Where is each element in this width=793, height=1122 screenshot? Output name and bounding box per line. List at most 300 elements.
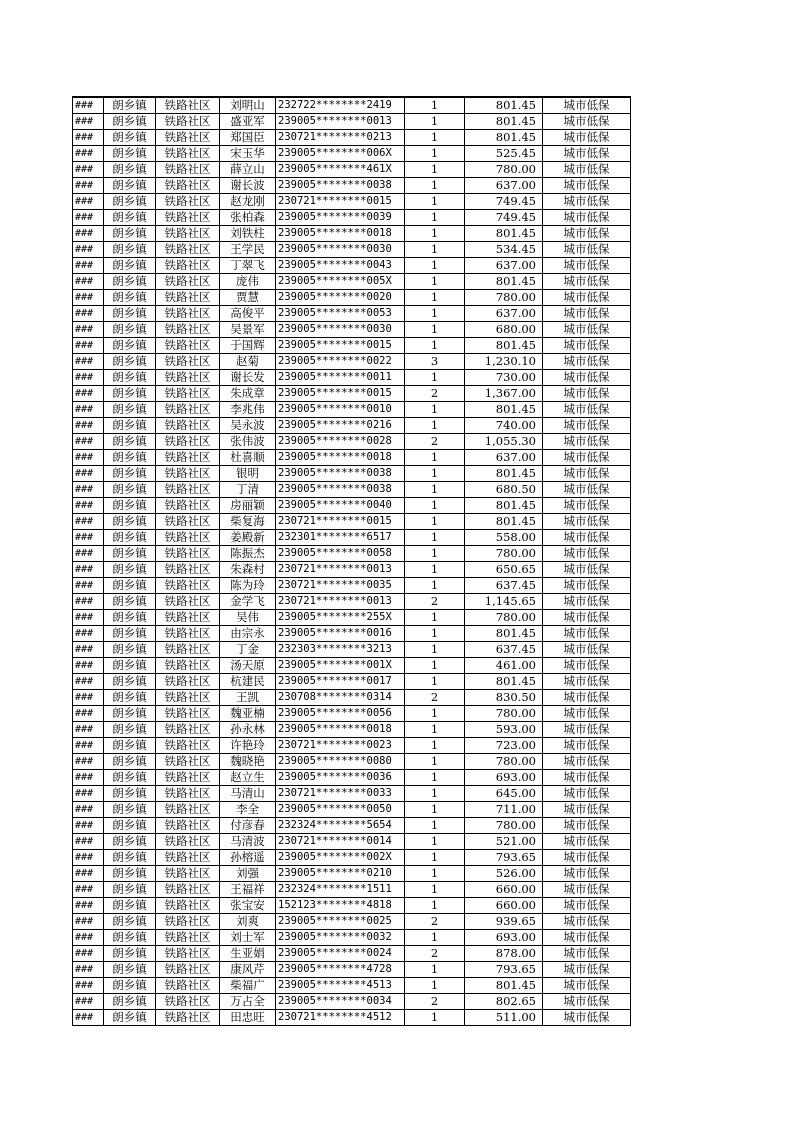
- cell-name: 刘铁柱: [220, 226, 276, 242]
- cell-code: ###: [73, 514, 104, 530]
- cell-community: 铁路社区: [156, 242, 220, 258]
- cell-community: 铁路社区: [156, 978, 220, 994]
- cell-code: ###: [73, 690, 104, 706]
- cell-category: 城市低保: [543, 626, 631, 642]
- cell-name: 王福祥: [220, 882, 276, 898]
- cell-category: 城市低保: [543, 146, 631, 162]
- cell-code: ###: [73, 930, 104, 946]
- cell-household-size: 1: [405, 770, 465, 786]
- cell-name: 魏晓艳: [220, 754, 276, 770]
- cell-name: 杜喜顺: [220, 450, 276, 466]
- cell-category: 城市低保: [543, 866, 631, 882]
- cell-code: ###: [73, 162, 104, 178]
- cell-town: 朗乡镇: [104, 658, 156, 674]
- cell-community: 铁路社区: [156, 802, 220, 818]
- cell-code: ###: [73, 322, 104, 338]
- cell-name: 付彦春: [220, 818, 276, 834]
- cell-category: 城市低保: [543, 594, 631, 610]
- cell-town: 朗乡镇: [104, 162, 156, 178]
- cell-name: 许艳玲: [220, 738, 276, 754]
- cell-town: 朗乡镇: [104, 418, 156, 434]
- cell-household-size: 1: [405, 258, 465, 274]
- cell-town: 朗乡镇: [104, 450, 156, 466]
- cell-name: 姜殿新: [220, 530, 276, 546]
- cell-category: 城市低保: [543, 722, 631, 738]
- cell-code: ###: [73, 978, 104, 994]
- cell-category: 城市低保: [543, 434, 631, 450]
- table-row: [73, 866, 631, 882]
- cell-id-number: 239005********0030: [276, 242, 405, 258]
- cell-name: 孙永林: [220, 722, 276, 738]
- cell-category: 城市低保: [543, 994, 631, 1010]
- cell-name: 马清波: [220, 834, 276, 850]
- cell-category: 城市低保: [543, 978, 631, 994]
- cell-code: ###: [73, 258, 104, 274]
- cell-household-size: 1: [405, 146, 465, 162]
- table-row: [73, 546, 631, 562]
- table-row: [73, 194, 631, 210]
- cell-category: 城市低保: [543, 546, 631, 562]
- cell-code: ###: [73, 210, 104, 226]
- cell-community: 铁路社区: [156, 674, 220, 690]
- cell-amount: 939.65: [465, 914, 543, 930]
- table-row: [73, 946, 631, 962]
- cell-category: 城市低保: [543, 898, 631, 914]
- table-row: [73, 162, 631, 178]
- cell-community: 铁路社区: [156, 626, 220, 642]
- table-row: [73, 258, 631, 274]
- cell-amount: 558.00: [465, 530, 543, 546]
- cell-community: 铁路社区: [156, 770, 220, 786]
- cell-amount: 740.00: [465, 418, 543, 434]
- cell-community: 铁路社区: [156, 866, 220, 882]
- cell-community: 铁路社区: [156, 610, 220, 626]
- cell-town: 朗乡镇: [104, 690, 156, 706]
- cell-household-size: 1: [405, 482, 465, 498]
- cell-id-number: 239005********0010: [276, 402, 405, 418]
- cell-household-size: 1: [405, 626, 465, 642]
- cell-amount: 526.00: [465, 866, 543, 882]
- cell-town: 朗乡镇: [104, 178, 156, 194]
- cell-amount: 693.00: [465, 770, 543, 786]
- table-row: [73, 690, 631, 706]
- cell-household-size: 1: [405, 786, 465, 802]
- cell-code: ###: [73, 450, 104, 466]
- cell-household-size: 2: [405, 594, 465, 610]
- cell-town: 朗乡镇: [104, 626, 156, 642]
- cell-name: 柴福广: [220, 978, 276, 994]
- cell-id-number: 239005********0020: [276, 290, 405, 306]
- cell-id-number: 239005********0036: [276, 770, 405, 786]
- table-row: [73, 626, 631, 642]
- cell-name: 刘爽: [220, 914, 276, 930]
- cell-community: 铁路社区: [156, 562, 220, 578]
- cell-household-size: 1: [405, 834, 465, 850]
- cell-id-number: 232722********2419: [276, 97, 405, 114]
- cell-code: ###: [73, 994, 104, 1010]
- cell-amount: 801.45: [465, 274, 543, 290]
- cell-community: 铁路社区: [156, 338, 220, 354]
- cell-category: 城市低保: [543, 386, 631, 402]
- cell-id-number: 239005********0030: [276, 322, 405, 338]
- cell-name: 盛亚军: [220, 114, 276, 130]
- table-row: [73, 322, 631, 338]
- cell-amount: 749.45: [465, 194, 543, 210]
- cell-amount: 711.00: [465, 802, 543, 818]
- cell-household-size: 1: [405, 562, 465, 578]
- cell-household-size: 1: [405, 242, 465, 258]
- cell-category: 城市低保: [543, 690, 631, 706]
- table-row: [73, 146, 631, 162]
- cell-community: 铁路社区: [156, 226, 220, 242]
- cell-household-size: 2: [405, 946, 465, 962]
- cell-amount: 637.00: [465, 258, 543, 274]
- cell-household-size: 1: [405, 178, 465, 194]
- table-row: [73, 834, 631, 850]
- cell-town: 朗乡镇: [104, 706, 156, 722]
- cell-id-number: 239005********0058: [276, 546, 405, 562]
- cell-household-size: 1: [405, 674, 465, 690]
- table-row: [73, 418, 631, 434]
- cell-amount: 680.50: [465, 482, 543, 498]
- cell-household-size: 1: [405, 466, 465, 482]
- cell-code: ###: [73, 482, 104, 498]
- cell-community: 铁路社区: [156, 498, 220, 514]
- cell-community: 铁路社区: [156, 274, 220, 290]
- cell-name: 由宗永: [220, 626, 276, 642]
- cell-id-number: 239005********0034: [276, 994, 405, 1010]
- cell-community: 铁路社区: [156, 994, 220, 1010]
- cell-code: ###: [73, 386, 104, 402]
- cell-community: 铁路社区: [156, 850, 220, 866]
- cell-town: 朗乡镇: [104, 226, 156, 242]
- cell-amount: 793.65: [465, 962, 543, 978]
- cell-town: 朗乡镇: [104, 930, 156, 946]
- cell-town: 朗乡镇: [104, 258, 156, 274]
- cell-code: ###: [73, 354, 104, 370]
- cell-community: 铁路社区: [156, 930, 220, 946]
- cell-name: 张柏森: [220, 210, 276, 226]
- cell-household-size: 1: [405, 498, 465, 514]
- cell-category: 城市低保: [543, 578, 631, 594]
- cell-town: 朗乡镇: [104, 850, 156, 866]
- cell-amount: 801.45: [465, 978, 543, 994]
- cell-code: ###: [73, 402, 104, 418]
- cell-community: 铁路社区: [156, 658, 220, 674]
- cell-household-size: 2: [405, 994, 465, 1010]
- cell-community: 铁路社区: [156, 322, 220, 338]
- cell-household-size: 1: [405, 882, 465, 898]
- cell-id-number: 239005********0038: [276, 482, 405, 498]
- cell-name: 赵龙刚: [220, 194, 276, 210]
- cell-community: 铁路社区: [156, 210, 220, 226]
- cell-name: 刘强: [220, 866, 276, 882]
- cell-id-number: 239005********0016: [276, 626, 405, 642]
- table-row: [73, 402, 631, 418]
- cell-household-size: 1: [405, 290, 465, 306]
- cell-household-size: 1: [405, 530, 465, 546]
- table-row: [73, 754, 631, 770]
- cell-community: 铁路社区: [156, 354, 220, 370]
- cell-amount: 801.45: [465, 514, 543, 530]
- cell-amount: 780.00: [465, 754, 543, 770]
- cell-category: 城市低保: [543, 162, 631, 178]
- cell-category: 城市低保: [543, 770, 631, 786]
- cell-code: ###: [73, 242, 104, 258]
- cell-town: 朗乡镇: [104, 562, 156, 578]
- table-row: [73, 658, 631, 674]
- cell-town: 朗乡镇: [104, 834, 156, 850]
- cell-id-number: 239005********0028: [276, 434, 405, 450]
- cell-name: 高俊平: [220, 306, 276, 322]
- cell-category: 城市低保: [543, 562, 631, 578]
- table-row: [73, 578, 631, 594]
- cell-name: 王学民: [220, 242, 276, 258]
- cell-community: 铁路社区: [156, 258, 220, 274]
- table-row: [73, 130, 631, 146]
- cell-code: ###: [73, 834, 104, 850]
- cell-code: ###: [73, 434, 104, 450]
- table-row: [73, 594, 631, 610]
- cell-category: 城市低保: [543, 242, 631, 258]
- cell-id-number: 230721********0015: [276, 194, 405, 210]
- table-row: [73, 97, 631, 114]
- table-row: [73, 114, 631, 130]
- table-row: [73, 898, 631, 914]
- cell-id-number: 239005********0043: [276, 258, 405, 274]
- table-row: [73, 338, 631, 354]
- cell-name: 张宝安: [220, 898, 276, 914]
- cell-category: 城市低保: [543, 514, 631, 530]
- table-row: [73, 674, 631, 690]
- cell-household-size: 1: [405, 802, 465, 818]
- cell-name: 康风芹: [220, 962, 276, 978]
- cell-name: 杭建民: [220, 674, 276, 690]
- cell-name: 朱成章: [220, 386, 276, 402]
- table-row: [73, 466, 631, 482]
- cell-amount: 461.00: [465, 658, 543, 674]
- cell-amount: 637.00: [465, 306, 543, 322]
- cell-category: 城市低保: [543, 114, 631, 130]
- cell-name: 于国辉: [220, 338, 276, 354]
- cell-town: 朗乡镇: [104, 338, 156, 354]
- cell-community: 铁路社区: [156, 818, 220, 834]
- cell-name: 李全: [220, 802, 276, 818]
- cell-category: 城市低保: [543, 930, 631, 946]
- cell-community: 铁路社区: [156, 114, 220, 130]
- cell-code: ###: [73, 226, 104, 242]
- cell-household-size: 1: [405, 850, 465, 866]
- cell-code: ###: [73, 418, 104, 434]
- cell-town: 朗乡镇: [104, 786, 156, 802]
- cell-id-number: 239005********0018: [276, 450, 405, 466]
- cell-household-size: 1: [405, 306, 465, 322]
- cell-amount: 801.45: [465, 130, 543, 146]
- table-row: [73, 850, 631, 866]
- cell-household-size: 1: [405, 962, 465, 978]
- cell-town: 朗乡镇: [104, 978, 156, 994]
- cell-community: 铁路社区: [156, 466, 220, 482]
- cell-id-number: 239005********0022: [276, 354, 405, 370]
- cell-id-number: 239005********0015: [276, 338, 405, 354]
- cell-code: ###: [73, 642, 104, 658]
- cell-household-size: 1: [405, 226, 465, 242]
- cell-household-size: 2: [405, 690, 465, 706]
- table-row: [73, 434, 631, 450]
- cell-town: 朗乡镇: [104, 818, 156, 834]
- cell-community: 铁路社区: [156, 642, 220, 658]
- cell-name: 丁清: [220, 482, 276, 498]
- cell-name: 李兆伟: [220, 402, 276, 418]
- cell-town: 朗乡镇: [104, 578, 156, 594]
- cell-code: ###: [73, 466, 104, 482]
- cell-category: 城市低保: [543, 706, 631, 722]
- cell-code: ###: [73, 850, 104, 866]
- cell-amount: 801.45: [465, 674, 543, 690]
- cell-amount: 801.45: [465, 626, 543, 642]
- cell-community: 铁路社区: [156, 402, 220, 418]
- cell-amount: 693.00: [465, 930, 543, 946]
- cell-town: 朗乡镇: [104, 482, 156, 498]
- cell-category: 城市低保: [543, 226, 631, 242]
- cell-town: 朗乡镇: [104, 994, 156, 1010]
- cell-name: 田忠旺: [220, 1010, 276, 1026]
- cell-name: 汤天原: [220, 658, 276, 674]
- cell-code: ###: [73, 866, 104, 882]
- cell-household-size: 1: [405, 754, 465, 770]
- cell-household-size: 1: [405, 818, 465, 834]
- cell-town: 朗乡镇: [104, 594, 156, 610]
- cell-category: 城市低保: [543, 610, 631, 626]
- cell-amount: 802.65: [465, 994, 543, 1010]
- table-row: [73, 514, 631, 530]
- table-row: [73, 914, 631, 930]
- cell-id-number: 239005********0018: [276, 226, 405, 242]
- cell-name: 吴伟: [220, 610, 276, 626]
- cell-household-size: 2: [405, 914, 465, 930]
- cell-code: ###: [73, 898, 104, 914]
- cell-id-number: 239005********0040: [276, 498, 405, 514]
- cell-id-number: 230708********0314: [276, 690, 405, 706]
- cell-amount: 878.00: [465, 946, 543, 962]
- cell-category: 城市低保: [543, 450, 631, 466]
- cell-name: 刘士军: [220, 930, 276, 946]
- cell-amount: 680.00: [465, 322, 543, 338]
- cell-amount: 780.00: [465, 610, 543, 626]
- cell-community: 铁路社区: [156, 130, 220, 146]
- table-row: [73, 370, 631, 386]
- cell-category: 城市低保: [543, 210, 631, 226]
- cell-town: 朗乡镇: [104, 194, 156, 210]
- cell-code: ###: [73, 546, 104, 562]
- cell-town: 朗乡镇: [104, 498, 156, 514]
- cell-code: ###: [73, 578, 104, 594]
- cell-household-size: 1: [405, 610, 465, 626]
- cell-name: 陈为玲: [220, 578, 276, 594]
- cell-town: 朗乡镇: [104, 274, 156, 290]
- cell-code: ###: [73, 498, 104, 514]
- cell-town: 朗乡镇: [104, 114, 156, 130]
- cell-category: 城市低保: [543, 834, 631, 850]
- cell-code: ###: [73, 338, 104, 354]
- cell-community: 铁路社区: [156, 306, 220, 322]
- cell-id-number: 239005********4728: [276, 962, 405, 978]
- cell-name: 庞伟: [220, 274, 276, 290]
- cell-name: 谢长发: [220, 370, 276, 386]
- cell-amount: 660.00: [465, 898, 543, 914]
- table-row: [73, 994, 631, 1010]
- cell-town: 朗乡镇: [104, 722, 156, 738]
- cell-category: 城市低保: [543, 178, 631, 194]
- cell-name: 贾慧: [220, 290, 276, 306]
- cell-community: 铁路社区: [156, 722, 220, 738]
- cell-community: 铁路社区: [156, 898, 220, 914]
- cell-town: 朗乡镇: [104, 946, 156, 962]
- cell-id-number: 239005********0038: [276, 466, 405, 482]
- cell-amount: 637.00: [465, 178, 543, 194]
- cell-name: 张伟波: [220, 434, 276, 450]
- table-row: [73, 530, 631, 546]
- cell-category: 城市低保: [543, 306, 631, 322]
- cell-id-number: 239005********001X: [276, 658, 405, 674]
- table-row: [73, 786, 631, 802]
- cell-town: 朗乡镇: [104, 466, 156, 482]
- cell-id-number: 230721********0033: [276, 786, 405, 802]
- cell-household-size: 1: [405, 97, 465, 114]
- cell-household-size: 1: [405, 162, 465, 178]
- table-row: [73, 306, 631, 322]
- cell-code: ###: [73, 178, 104, 194]
- cell-id-number: 239005********0011: [276, 370, 405, 386]
- cell-town: 朗乡镇: [104, 642, 156, 658]
- cell-amount: 801.45: [465, 466, 543, 482]
- cell-id-number: 239005********0032: [276, 930, 405, 946]
- cell-town: 朗乡镇: [104, 1010, 156, 1026]
- cell-code: ###: [73, 194, 104, 210]
- cell-code: ###: [73, 818, 104, 834]
- cell-name: 马清山: [220, 786, 276, 802]
- cell-name: 赵立生: [220, 770, 276, 786]
- cell-household-size: 1: [405, 402, 465, 418]
- cell-name: 王凯: [220, 690, 276, 706]
- cell-town: 朗乡镇: [104, 402, 156, 418]
- cell-id-number: 239005********0210: [276, 866, 405, 882]
- cell-code: ###: [73, 306, 104, 322]
- cell-household-size: 1: [405, 370, 465, 386]
- cell-name: 刘明山: [220, 97, 276, 114]
- cell-household-size: 1: [405, 578, 465, 594]
- cell-household-size: 2: [405, 386, 465, 402]
- cell-household-size: 1: [405, 642, 465, 658]
- cell-category: 城市低保: [543, 466, 631, 482]
- cell-community: 铁路社区: [156, 1010, 220, 1026]
- cell-amount: 780.00: [465, 818, 543, 834]
- cell-id-number: 239005********0015: [276, 386, 405, 402]
- cell-amount: 511.00: [465, 1010, 543, 1026]
- cell-amount: 780.00: [465, 546, 543, 562]
- cell-category: 城市低保: [543, 354, 631, 370]
- cell-community: 铁路社区: [156, 290, 220, 306]
- cell-amount: 1,145.65: [465, 594, 543, 610]
- cell-code: ###: [73, 562, 104, 578]
- cell-category: 城市低保: [543, 642, 631, 658]
- cell-community: 铁路社区: [156, 786, 220, 802]
- cell-household-size: 1: [405, 738, 465, 754]
- cell-id-number: 239005********0018: [276, 722, 405, 738]
- cell-amount: 780.00: [465, 162, 543, 178]
- cell-category: 城市低保: [543, 130, 631, 146]
- cell-code: ###: [73, 738, 104, 754]
